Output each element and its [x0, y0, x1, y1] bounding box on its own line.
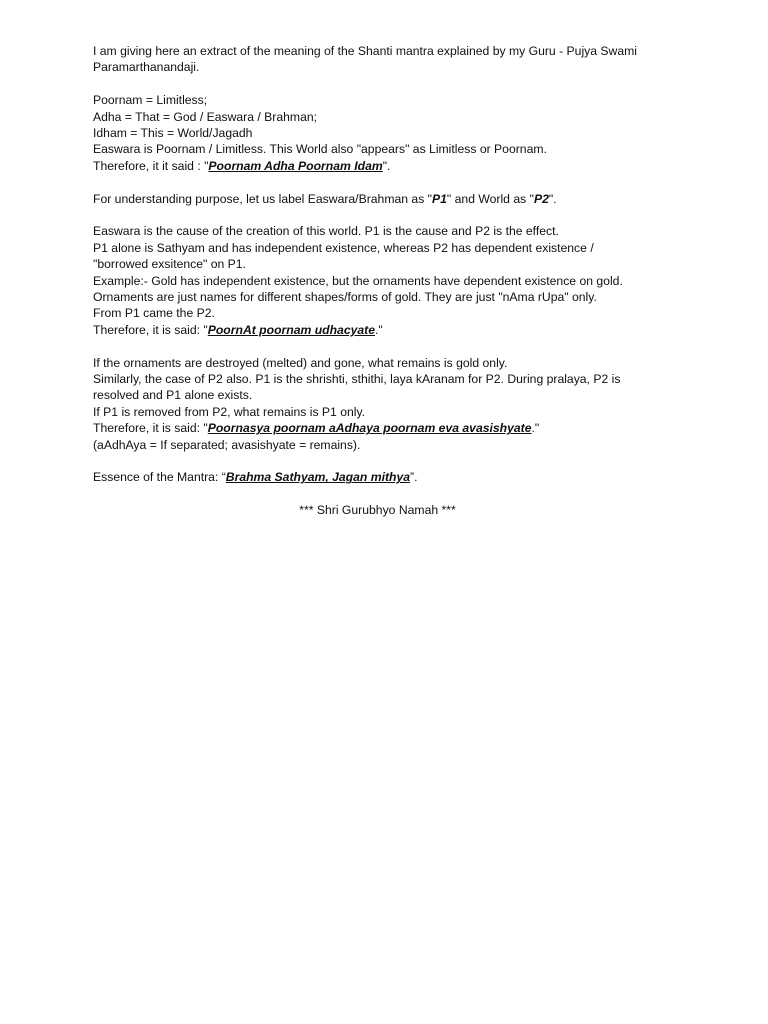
labels-prefix: For understanding purpose, let us label Easwara/Brahman as ": [93, 191, 432, 206]
definition-poornam: Poornam = Limitless;: [93, 93, 208, 108]
therefore-statement-1: [93, 158, 693, 174]
labels-statement: [93, 191, 693, 207]
labels-middle: " and World as ": [446, 191, 534, 206]
labels-suffix: ".: [548, 191, 557, 206]
therefore-suffix: ".: [382, 158, 391, 173]
cause-line-3: "borrowed exsitence" on P1.: [93, 257, 246, 272]
mantra-quote-poornam-adha: Poornam Adha Poornam Idam: [208, 158, 383, 173]
ornaments-line-2: Similarly, the case of P2 also. P1 is the shrishti, sthithi, laya kAranam for P2. During pralaya, P2 is: [93, 372, 621, 387]
ornaments-line-1: If the ornaments are destroyed (melted) and gone, what remains is gold only.: [93, 355, 508, 370]
ornaments-line-3: resolved and P1 alone exists.: [93, 388, 253, 403]
closing-salutation: *** Shri Gurubhyo Namah ***: [299, 503, 456, 518]
essence-quote: Brahma Sathyam, Jagan mithya: [225, 470, 411, 485]
essence-prefix: Essence of the Mantra: “: [93, 470, 226, 485]
said-prefix-3: Therefore, it is said: ": [93, 421, 208, 436]
cause-line-6: From P1 came the P2.: [93, 306, 215, 321]
label-p1: P1: [432, 191, 447, 206]
essence-suffix: ”.: [410, 470, 418, 485]
ornaments-line-4: If P1 is removed from P2, what remains is P1 only.: [93, 404, 366, 419]
mantra-quote-poornat: PoornAt poornam udhacyate: [207, 322, 375, 337]
cause-line-1: Easwara is the cause of the creation of this world. P1 is the cause and P2 is the effect.: [93, 224, 559, 239]
therefore-statement-3: [93, 420, 693, 436]
said-suffix-3: .": [531, 421, 540, 436]
mantra-quote-poornasya: Poornasya poornam aAdhaya poornam eva avasishyate: [207, 421, 532, 436]
intro-line-2: Paramarthanandaji.: [93, 60, 200, 75]
cause-line-5: Ornaments are just names for different shapes/forms of gold. They are just "nAma rUpa" only.: [93, 290, 597, 305]
easwara-statement: Easwara is Poornam / Limitless. This World also "appears" as Limitless or Poornam.: [93, 142, 547, 157]
label-p2: P2: [533, 191, 549, 206]
therefore-statement-2: [93, 322, 693, 338]
cause-line-4: Example:- Gold has independent existence, but the ornaments have dependent existence on gold.: [93, 273, 623, 288]
said-prefix-2: Therefore, it is said: ": [93, 322, 208, 337]
document-body: [93, 43, 693, 519]
essence-statement: [93, 469, 693, 485]
said-suffix-2: .": [375, 322, 383, 337]
ornaments-line-6: (aAdhAya = If separated; avasishyate = remains).: [93, 437, 361, 452]
intro-line-1: I am giving here an extract of the meaning of the Shanti mantra explained by my Guru - Pujya Swami: [93, 44, 637, 58]
therefore-prefix: Therefore, it it said : ": [93, 158, 209, 173]
definition-idham: Idham = This = World/Jagadh: [93, 126, 253, 141]
cause-line-2: P1 alone is Sathyam and has independent existence, whereas P2 has dependent existence /: [93, 240, 594, 255]
definition-adha: Adha = That = God / Easwara / Brahman;: [93, 109, 318, 124]
